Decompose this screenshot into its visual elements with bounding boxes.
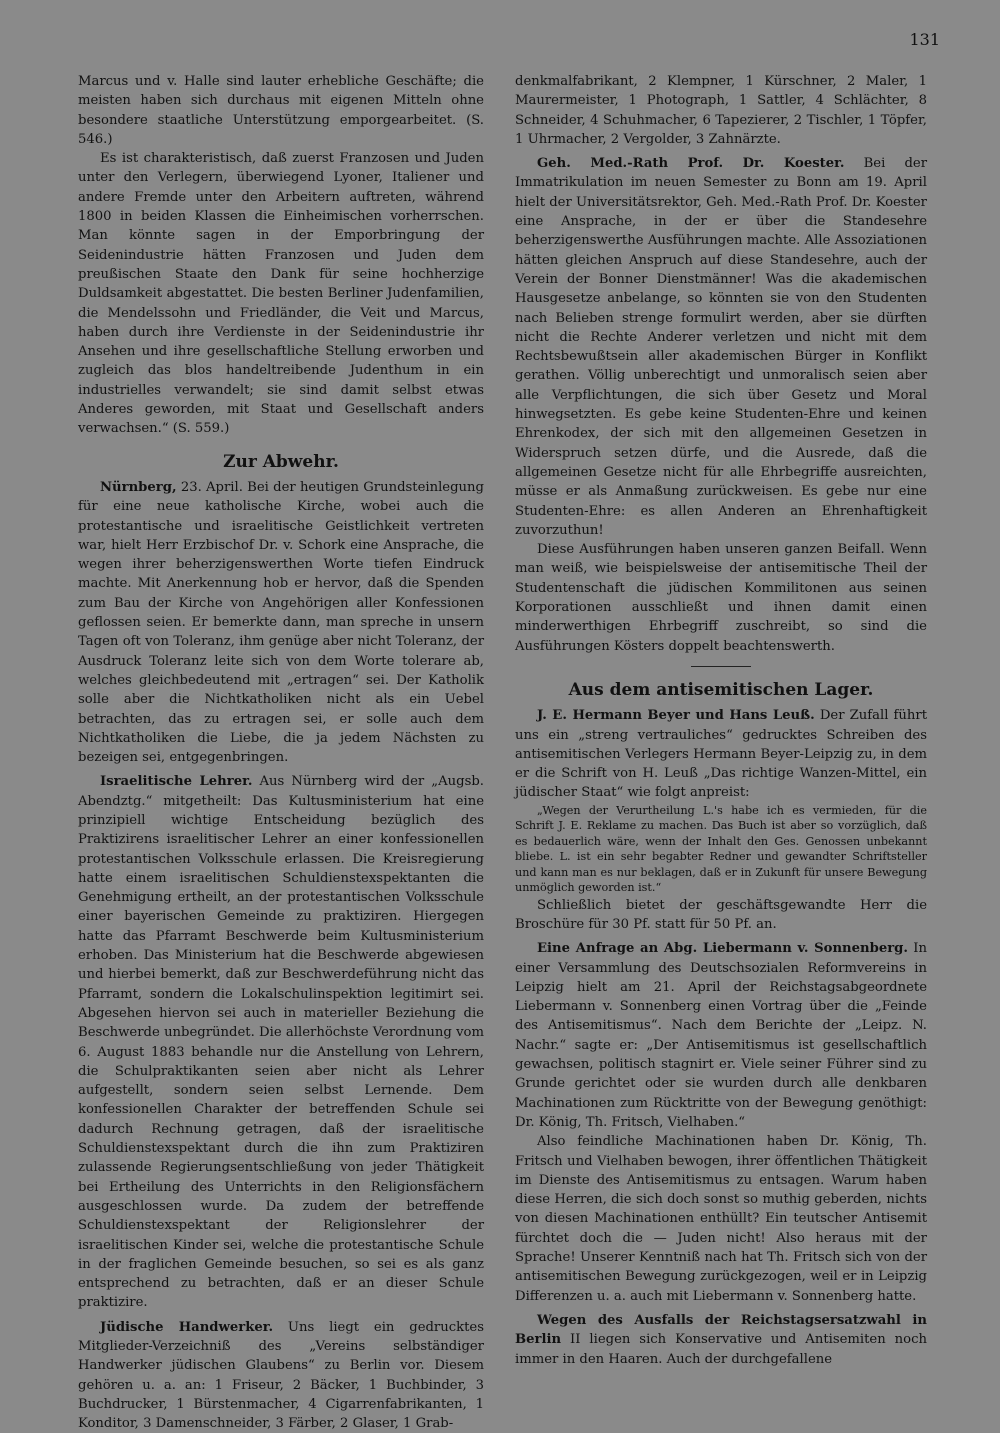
article-lead-beyer: J. E. Hermann Beyer und Hans Leuß. <box>537 708 815 724</box>
page-number: 131 <box>909 30 940 49</box>
article-text-koester: Bei der Immatrikulation im neuen Semester zu Bonn am 19. April hielt der Universitätsrektor, Geh. Med.-Rath Prof. Dr. Koester eine Ansprache, in der er über die Standesehre beherzigenswerthe Ausführungen machte. Alle Assoziationen hätten gleichen Anspruch auf diese Standesehre, auch der Verein der Bonner Dienstmänner! Was die akademischen Hausgesetze anbelange, so könnten sie von den Studenten nach Belieben strenge formulirt werden, aber sie dürften nicht die Rechte Anderer verletzen und nicht mit dem Rechtsbewußtsein aller akademischen Bürger in Konflikt gerathen. Völlig unberechtigt und unmoralisch seien aber alle Verpflichtungen, die sich über Gesetz und Moral hinwegsetzten. Es gebe keine Studenten-Ehre und keinen Ehrenkodex, der sich mit den allgemeinen Gesetzen in Widerspruch setzen dürfe, und die Ausrede, daß die allgemeinen Gesetze nicht für alle Ehrbegriffe ausreichten, müsse er als Anmaßung zurückweisen. Es gebe nur eine Studenten-Ehre: es allen Anderen an Ehrenhaftigkeit zuvorzuthun! <box>515 156 927 538</box>
paragraph-handwerker-continued: denkmalfabrikant, 2 Klempner, 1 Kürschner, 2 Maler, 1 Maurermeister, 1 Photograph, 1 Sattler, 4 Schlächter, 8 Schneider, 4 Schuhmacher, 6 Tapezierer, 2 Tischler, 1 Töpfer, 1 Uhrmacher, 2 Vergolder, 3 Zahnärzte. <box>515 74 927 147</box>
article-text-beyer: Der Zufall führt uns ein „streng vertrauliches“ gedrucktes Schreiben des antisemitischen Verlegers Hermann Beyer-Leipzig zu, in dem er die Schrift von H. Leuß „Das richtige Wanzen-Mittel, ein jüdischer Staat“ wie folgt anpreist: <box>515 708 928 801</box>
article-lead-wegen: Wegen des Ausfalls der Reichstagsersatzwahl in Berlin <box>515 1312 927 1348</box>
article-text-nuernberg: 23. April. Bei der heutigen Grundsteinlegung für eine neue katholische Kirche, wobei auch die protestantische und israelitische Geistlichkeit vertreten war, hielt Herr Erzbischof Dr. v. Schork eine Ansprache, die wegen ihrer beherzigenswerthen Worte tiefen Eindruck machte. Mit Anerkennung hob er hervor, daß die Spenden zum Bau der Kirche von Angehörigen aller Konfessionen geflossen seien. Er bemerkte dann, man spreche in unsern Tagen oft von Toleranz, ihm genüge aber nicht Toleranz, der Ausdruck Toleranz leite sich von dem Worte tolerare ab, welches gleichbedeutend mit „ertragen“ sei. Der Katholik solle aber die Nichtkatholiken nicht als ein Uebel betrachten, das zu ertragen sei, er solle auch dem Nichtkatholiken die Liebe, die ja jedem Nächsten zu bezeigen sei, entgegenbringen. <box>78 479 484 766</box>
section-heading-abwehr: Zur Abwehr. <box>223 451 339 472</box>
paragraph-machinationen: Also feindliche Machinationen haben Dr. König, Th. Fritsch und Vielhaben bewogen, ihrer öffentlichen Thätigkeit im Dienste des Antisemitismus zu entsagen. Warum haben diese Herren, die sich doch sonst so muthig geberden, nichts von diesen Machinationen enthüllt? Ein teutscher Antisemit fürchtet doch die — Juden nicht! Also heraus mit der Sprache! Unserer Kenntniß nach hat Th. Fritsch sich von der antisemitischen Bewegung zurückgezogen, weil er in Leipzig Differenzen u. a. auch mit Liebermann v. Sonnenberg hatte. <box>515 1134 927 1304</box>
article-lead-handwerker: Jüdische Handwerker. <box>100 1319 274 1335</box>
article-text-wegen: II liegen sich Konservative und Antisemiten noch immer in den Haaren. Auch der durchgefallene <box>515 1332 927 1367</box>
article-koester <box>515 154 927 540</box>
article-nuernberg <box>78 478 484 767</box>
paragraph-brochure: Schließlich bietet der geschäftsgewandte Herr die Broschüre für 30 Pf. statt für 50 Pf. an. <box>515 897 927 932</box>
article-text-anfrage: In einer Versammlung des Deutschsozialen Reformvereins in Leipzig hielt am 21. April der Reichstagsabgeordnete Liebermann v. Sonnenberg einen Vortrag über die „Feinde des Antisemitismus“. Nach dem Berichte der „Leipz. N. Nachr.“ sagte er: „Der Antisemitismus ist gesellschaftlich gewachsen, politisch stagnirt er. Viele seiner Führer sind zu Grunde gerichtet oder sie wurden durch alle denkbaren Machinationen zum Rücktritte von der Bewegung genöthigt: Dr. König, Th. Fritsch, Vielhaben.“ <box>515 941 927 1130</box>
paragraph-beifall: Diese Ausführungen haben unseren ganzen Beifall. Wenn man weiß, wie beispielsweise der antisemitische Theil der Studentenschaft die jüdischen Kommilitonen aus seinen Korporationen ausschließt und ihnen damit einen minderwerthigen Ehrbegriff zuschreibt, so sind die Ausführungen Kösters doppelt beachtenswerth. <box>515 542 927 654</box>
left-column <box>78 72 484 1433</box>
section-heading-lager: Aus dem antisemitischen Lager. <box>568 679 874 700</box>
article-lehrer <box>78 772 484 1312</box>
article-lead-koester: Geh. Med.-Rath Prof. Dr. Koester. <box>537 156 845 172</box>
article-text-lehrer: Aus Nürnberg wird der „Augsb. Abendztg.“ mitgetheilt: Das Kultusministerium hat eine prinzipiell wichtige Entscheidung bezüglich des Praktizirens israelitischer Lehrer an einer konfessionellen protestantischen Volksschule erlassen. Die Kreisregierung hatte einem israelitischen Schuldienstexspektanten die Genehmigung ertheilt, an der protestantischen Volksschule einer bayerischen Gemeinde zu praktiziren. Hiergegen hatte das Pfarramt Beschwerde beim Kultusministerium erhoben. Das Ministerium hat die Beschwerde abgewiesen und hierbei bemerkt, daß zur Beschwerdeführung nicht das Pfarramt, sondern die Lokalschulinspektion legitimirt sei. Abgesehen hiervon sei auch in materieller Beziehung die Beschwerde unbegründet. Die allerhöchste Verordnung vom 6. August 1883 behandle nur die Anstellung von Lehrern, die Schulpraktikanten seien aber nicht als Lehrer aufgestellt, sondern seien selbst Lernende. Dem konfessionellen Charakter der betreffenden Schule sei dadurch Rechnung getragen, daß der israelitische Schuldienstexspektant durch die ihn zum Praktiziren zulassende Regierungsentschließung von jeder Thätigkeit bei Ertheilung des Unterrichts in den Religionsfächern ausgeschlossen wurde. Da zudem der betreffende Schuldienstexspektant der Religionslehrer der israelitischen Kinder sei, welche die protestantische Schule in der fraglichen Gemeinde besuchen, so sei es als ganz entsprechend zu betrachten, daß er an dieser Schule praktizire. <box>78 774 484 1311</box>
article-handwerker <box>78 1318 484 1433</box>
section-divider <box>691 666 751 667</box>
right-column <box>515 72 927 1369</box>
article-beyer <box>515 706 927 802</box>
article-anfrage <box>515 939 927 1132</box>
quoted-letter: „Wegen der Verurtheilung L.'s habe ich es vermieden, für die Schrift J. E. Reklame zu machen. Das Buch ist aber so vorzüglich, daß es bedauerlich wäre, wenn der Inhalt den Ges. Genossen unbekannt bliebe. L. ist ein sehr begabter Redner und gewandter Schriftsteller und kann man es nur beklagen, daß er in Zukunft für unsere Bewegung unmöglich geworden ist.“ <box>515 803 927 895</box>
article-lead-anfrage: Eine Anfrage an Abg. Liebermann v. Sonnenberg. <box>537 941 908 957</box>
article-wegen <box>515 1311 927 1369</box>
paragraph-seidenindustrie: Es ist charakteristisch, daß zuerst Franzosen und Juden unter den Verlegern, überwiegend Lyoner, Italiener und andere Fremde unter den Arbeitern auftreten, während 1800 in beiden Klassen die Einheimischen vorherrschen. Man könnte sagen in der Emporbringung der Seidenindustrie hätten Franzosen und Juden dem preußischen Staate den Dank für seine hochherzige Duldsamkeit abgestattet. Die besten Berliner Judenfamilien, die Mendelssohn und Friedländer, die Veit und Marcus, haben durch ihre Verdienste in der Seidenindustrie ihr Ansehen und ihre gesellschaftliche Stellung erworben und zugleich das blos handeltreibende Judenthum in ein industrielles verwandelt; sie sind damit selbst etwas Anderes geworden, mit Staat und Gesellschaft anders verwachsen.“ (S. 559.) <box>78 151 484 437</box>
article-text-handwerker: Uns liegt ein gedrucktes Mitglieder-Verzeichniß des „Vereins selbständiger Handwerker jüdischen Glaubens“ zu Berlin vor. Diesem gehören u. a. an: 1 Friseur, 2 Bäcker, 1 Buchbinder, 3 Buchdrucker, 1 Bürstenmacher, 4 Cigarrenfabrikanten, 1 Konditor, 3 Damenschneider, 3 Färber, 2 Glaser, 1 Grab- <box>78 1319 484 1432</box>
article-lead-lehrer: Israelitische Lehrer. <box>100 774 253 790</box>
paragraph-marcus: Marcus und v. Halle sind lauter erhebliche Geschäfte; die meisten haben sich durchaus mit eigenen Mitteln ohne besondere staatliche Unterstützung emporgearbeitet. (S. 546.) <box>78 74 484 147</box>
article-lead-nuernberg: Nürnberg, <box>100 479 177 495</box>
